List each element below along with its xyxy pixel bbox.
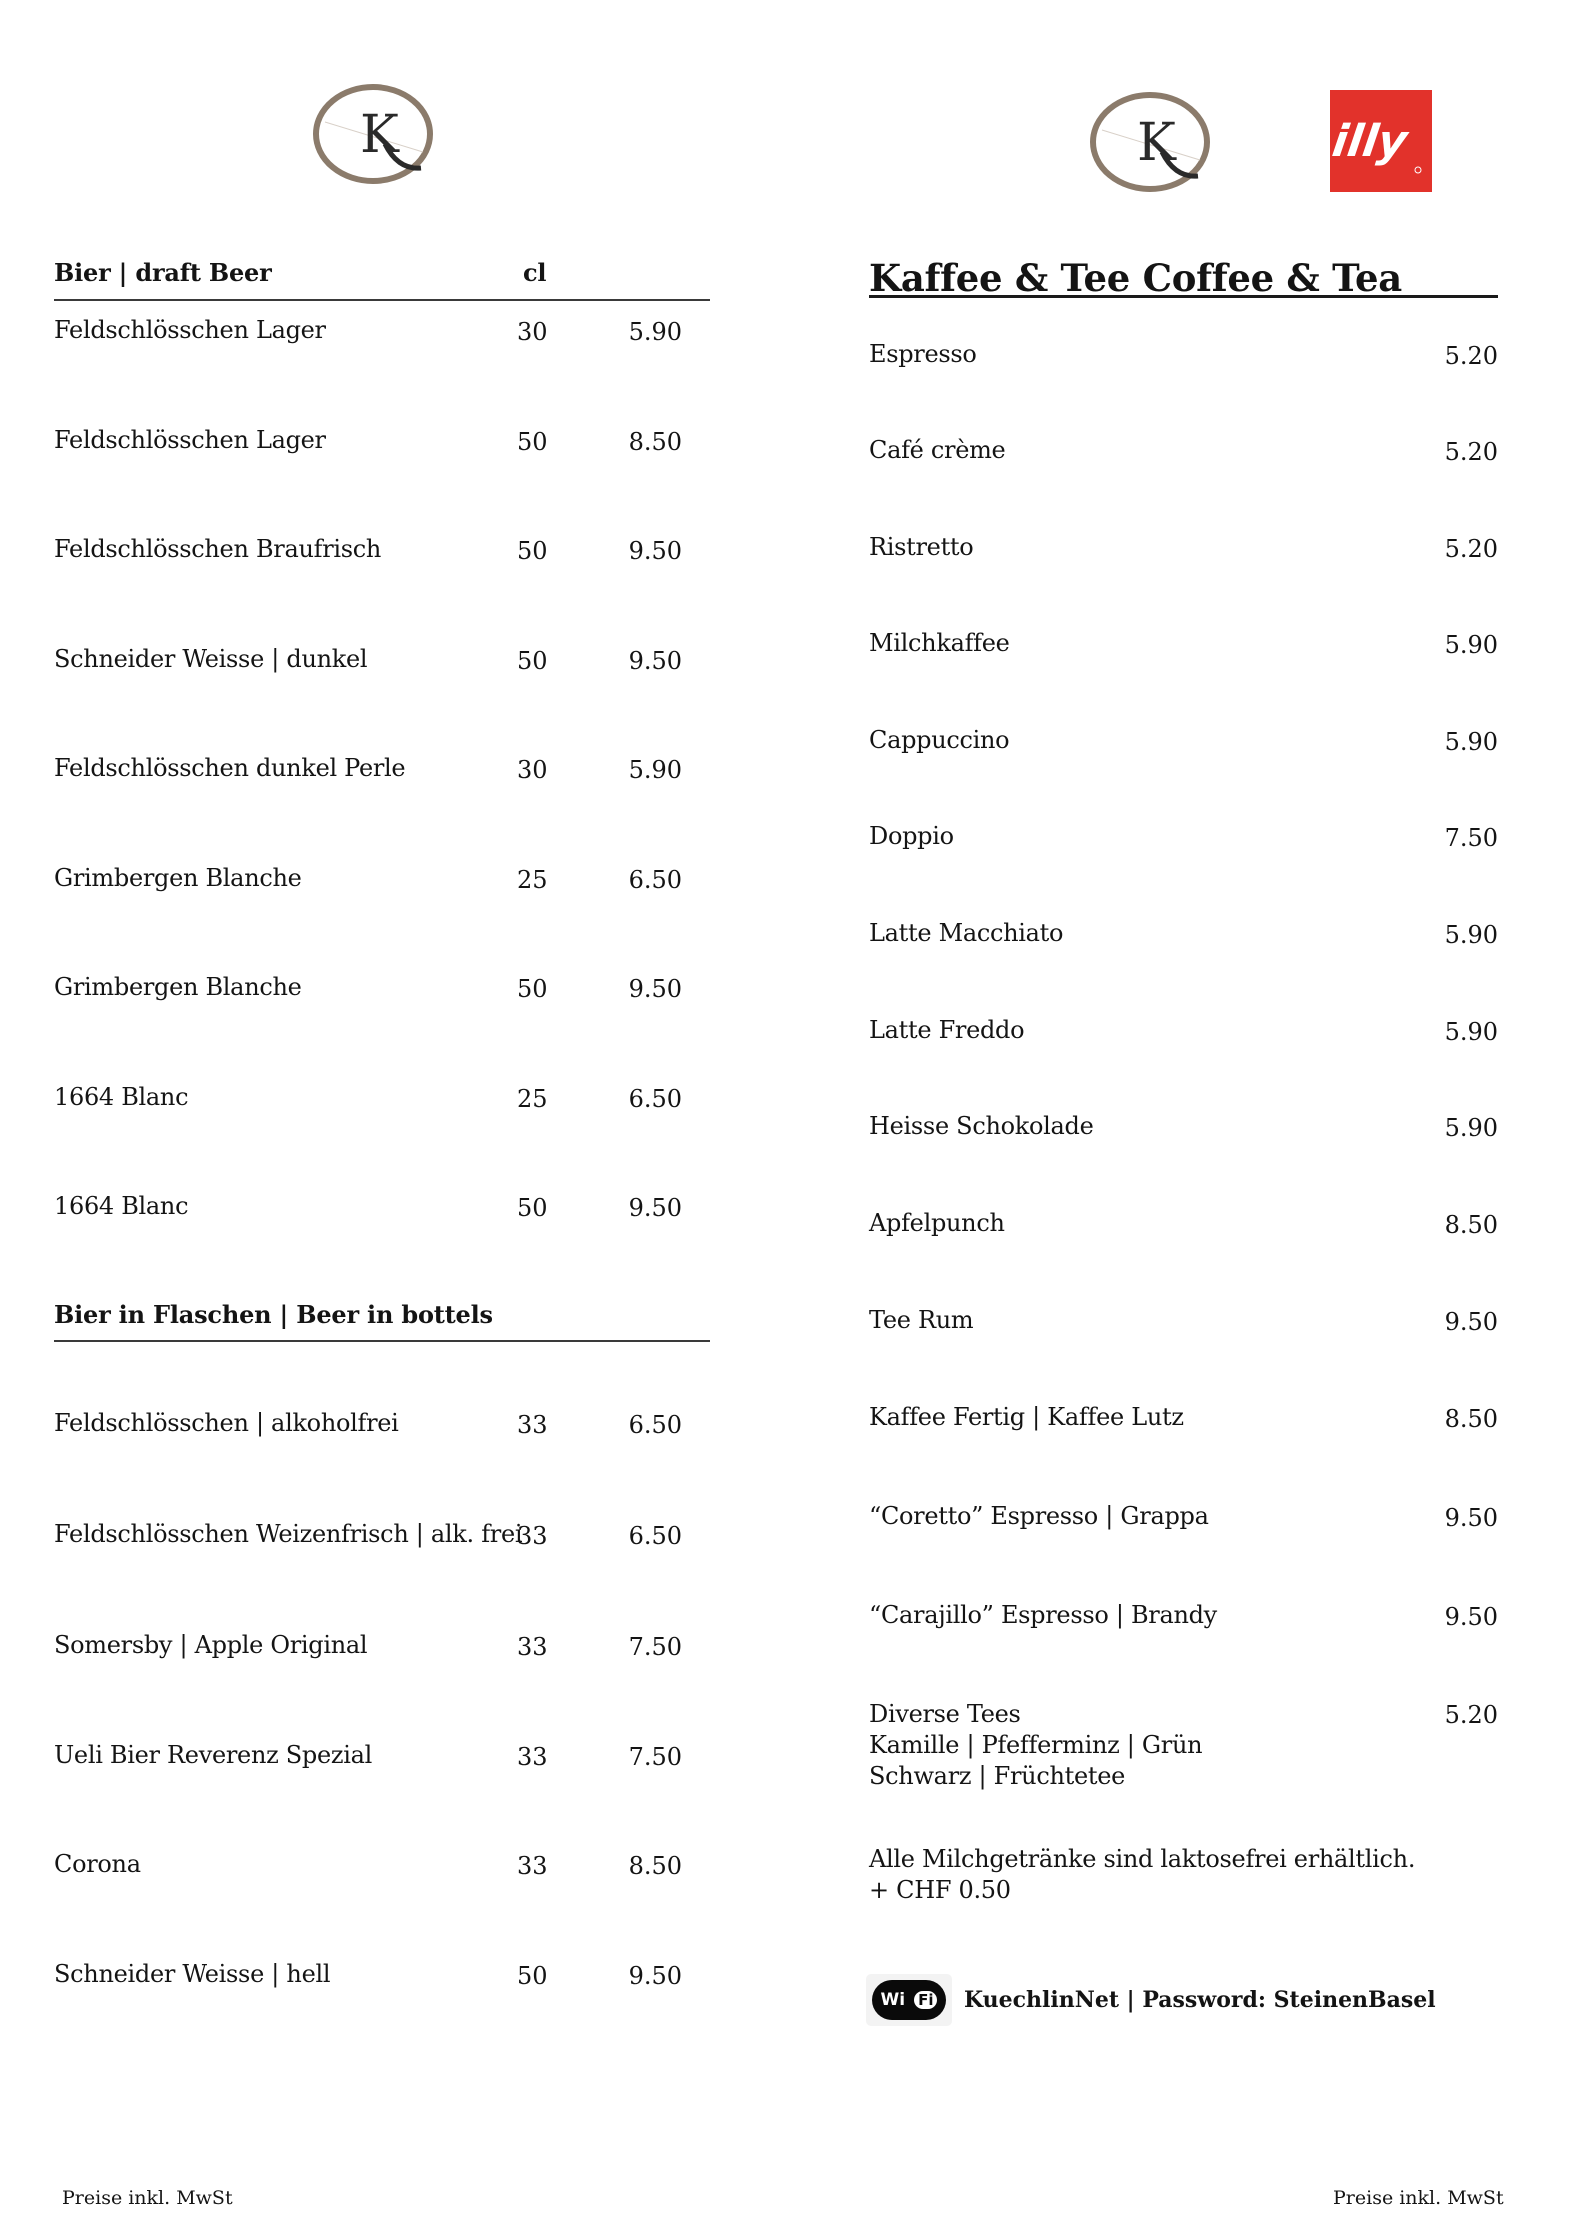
- item-volume-cl: 33: [517, 1743, 548, 1771]
- item-name: Doppio: [869, 822, 954, 850]
- wifi-info: [866, 1974, 1436, 2026]
- item-name: Corona: [54, 1850, 141, 1878]
- item-volume-cl: 50: [517, 537, 548, 565]
- item-name: Latte Macchiato: [869, 919, 1064, 947]
- item-price: 6.50: [628, 1522, 682, 1550]
- draft-beer-divider: [54, 299, 710, 301]
- item-volume-cl: 33: [517, 1411, 548, 1439]
- item-name: “Coretto” Espresso | Grappa: [869, 1502, 1209, 1530]
- item-name: Heisse Schokolade: [869, 1112, 1094, 1140]
- item-name: Feldschlösschen Lager: [54, 426, 326, 454]
- item-name: Schneider Weisse | dunkel: [54, 645, 368, 673]
- draft-beer-heading: Bier | draft Beer: [54, 258, 272, 287]
- wifi-credentials: KuechlinNet | Password: SteinenBasel: [964, 1987, 1436, 2013]
- item-price: 5.90: [1444, 1114, 1498, 1142]
- item-name: Ristretto: [869, 533, 974, 561]
- lactose-free-note: [869, 1844, 1415, 1906]
- item-name: Feldschlösschen | alkoholfrei: [54, 1409, 399, 1437]
- k-logo-left: [313, 82, 437, 190]
- item-price: 7.50: [1444, 824, 1498, 852]
- item-name: Grimbergen Blanche: [54, 973, 302, 1001]
- item-name: Ueli Bier Reverenz Spezial: [54, 1741, 372, 1769]
- item-price: 5.90: [628, 318, 682, 346]
- illy-logo: [1330, 90, 1432, 192]
- item-price: 8.50: [1444, 1405, 1498, 1433]
- item-name: Milchkaffee: [869, 629, 1010, 657]
- item-volume-cl: 25: [517, 1085, 548, 1113]
- item-volume-cl: 30: [517, 756, 548, 784]
- item-price: 6.50: [628, 866, 682, 894]
- item-name: 1664 Blanc: [54, 1192, 189, 1220]
- item-price: 8.50: [628, 1852, 682, 1880]
- item-name: Schneider Weisse | hell: [54, 1960, 331, 1988]
- tees-line-2: Kamille | Pfefferminz | Grün: [869, 1731, 1203, 1759]
- item-price: 8.50: [1444, 1211, 1498, 1239]
- coffee-tea-heading: Kaffee & Tee Coffee & Tea: [869, 256, 1402, 300]
- item-volume-cl: 50: [517, 975, 548, 1003]
- item-price: 6.50: [628, 1411, 682, 1439]
- item-name: Espresso: [869, 340, 977, 368]
- item-volume-cl: 33: [517, 1522, 548, 1550]
- item-price: 6.50: [628, 1085, 682, 1113]
- item-price: 8.50: [628, 428, 682, 456]
- item-name: Feldschlösschen dunkel Perle: [54, 754, 406, 782]
- item-price: 5.20: [1444, 342, 1498, 370]
- item-price: 9.50: [1444, 1603, 1498, 1631]
- wifi-icon: Wi Fi: [866, 1974, 952, 2026]
- item-volume-cl: 30: [517, 318, 548, 346]
- item-price: 9.50: [628, 1194, 682, 1222]
- lactose-note-line-1: Alle Milchgetränke sind laktosefrei erhältlich.: [869, 1845, 1416, 1873]
- diverse-tees-price: 5.20: [1444, 1701, 1498, 1729]
- item-price: 9.50: [628, 537, 682, 565]
- item-name: Kaffee Fertig | Kaffee Lutz: [869, 1403, 1184, 1431]
- item-price: 7.50: [628, 1633, 682, 1661]
- item-name: Grimbergen Blanche: [54, 864, 302, 892]
- item-price: 5.20: [1444, 438, 1498, 466]
- item-name: 1664 Blanc: [54, 1083, 189, 1111]
- item-name: Feldschlösschen Braufrisch: [54, 535, 382, 563]
- footer-vat-note-right: Preise inkl. MwSt: [1333, 2187, 1504, 2209]
- diverse-tees-item: [869, 1699, 1202, 1792]
- item-price: 9.50: [628, 1962, 682, 1990]
- svg-text:K: K: [360, 105, 399, 165]
- item-name: “Carajillo” Espresso | Brandy: [869, 1601, 1217, 1629]
- item-price: 5.20: [1444, 535, 1498, 563]
- item-volume-cl: 50: [517, 1194, 548, 1222]
- item-volume-cl: 33: [517, 1633, 548, 1661]
- item-volume-cl: 50: [517, 428, 548, 456]
- item-price: 5.90: [1444, 1018, 1498, 1046]
- cl-column-header: cl: [523, 258, 547, 287]
- item-price: 9.50: [1444, 1308, 1498, 1336]
- lactose-note-line-2: + CHF 0.50: [869, 1876, 1011, 1904]
- item-name: Cappuccino: [869, 726, 1010, 754]
- item-price: 9.50: [628, 647, 682, 675]
- item-name: Somersby | Apple Original: [54, 1631, 368, 1659]
- item-price: 9.50: [1444, 1504, 1498, 1532]
- item-name: Café crème: [869, 436, 1006, 464]
- bottled-beer-heading: Bier in Flaschen | Beer in bottels: [54, 1300, 493, 1329]
- item-price: 5.90: [1444, 921, 1498, 949]
- tees-line-1: Diverse Tees: [869, 1700, 1021, 1728]
- item-volume-cl: 50: [517, 1962, 548, 1990]
- item-price: 5.90: [1444, 728, 1498, 756]
- bottled-beer-divider: [54, 1340, 710, 1342]
- item-name: Latte Freddo: [869, 1016, 1025, 1044]
- k-logo-right: [1090, 90, 1214, 198]
- svg-text:K: K: [1137, 113, 1176, 173]
- item-name: Apfelpunch: [869, 1209, 1005, 1237]
- item-name: Feldschlösschen Weizenfrisch | alk. frei: [54, 1520, 523, 1548]
- item-price: 7.50: [628, 1743, 682, 1771]
- coffee-tea-underline: [869, 295, 1498, 298]
- tees-line-3: Schwarz | Früchtetee: [869, 1762, 1126, 1790]
- k-logo-icon: [313, 82, 437, 186]
- svg-text:illy: illy: [1330, 116, 1411, 167]
- item-volume-cl: 25: [517, 866, 548, 894]
- item-volume-cl: 33: [517, 1852, 548, 1880]
- k-logo-icon: [1090, 90, 1214, 194]
- illy-logo-icon: [1330, 90, 1432, 192]
- item-price: 9.50: [628, 975, 682, 1003]
- footer-vat-note-left: Preise inkl. MwSt: [62, 2187, 233, 2209]
- item-price: 5.90: [1444, 631, 1498, 659]
- item-name: Feldschlösschen Lager: [54, 316, 326, 344]
- item-price: 5.90: [628, 756, 682, 784]
- item-name: Tee Rum: [869, 1306, 974, 1334]
- item-volume-cl: 50: [517, 647, 548, 675]
